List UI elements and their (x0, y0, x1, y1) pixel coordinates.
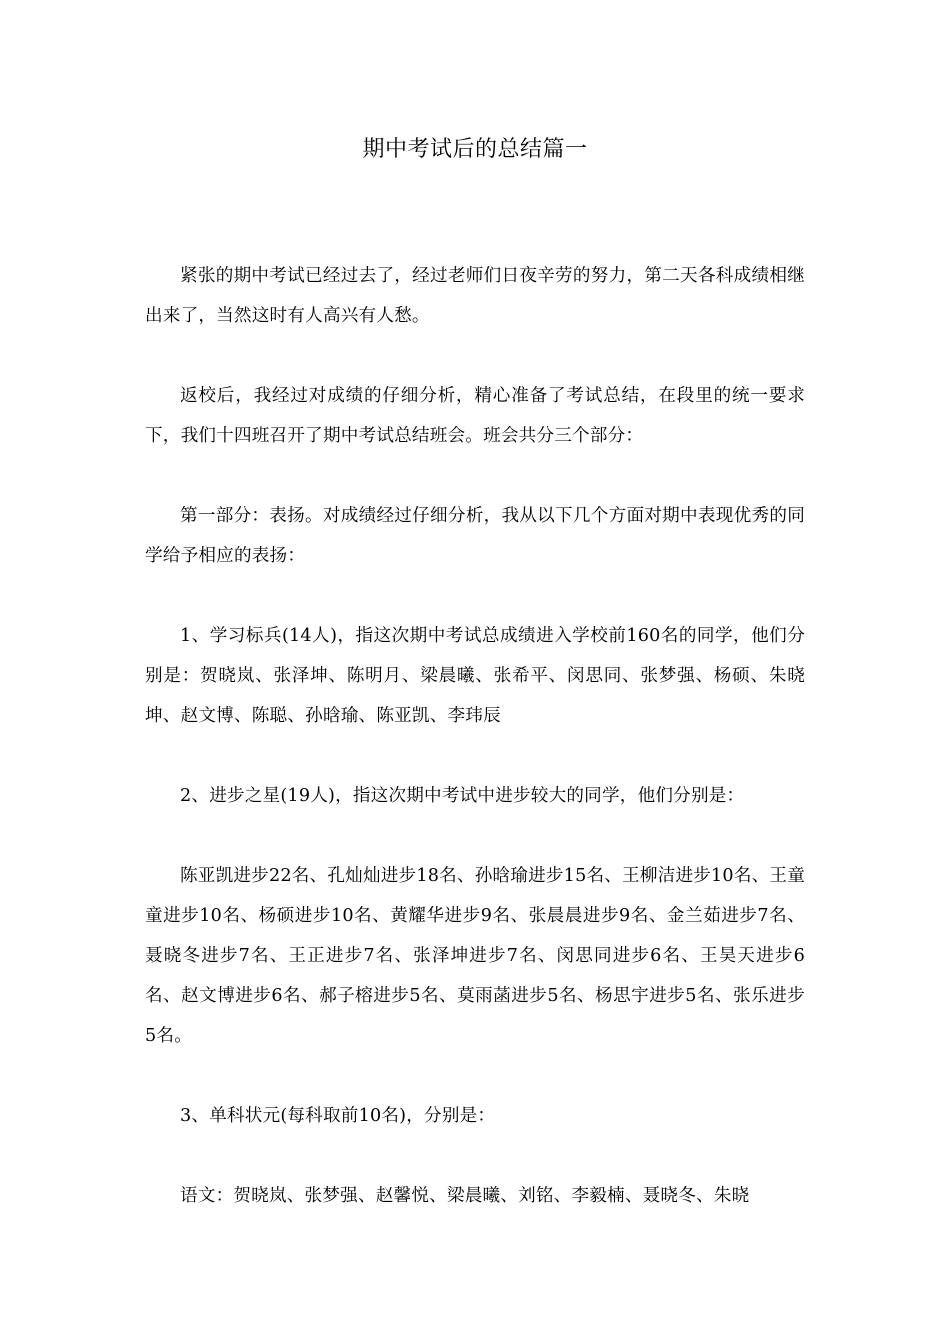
paragraph-study-models: 1、学习标兵(14人)，指这次期中考试总成绩进入学校前160名的同学，他们分别是：贺晓岚、张泽坤、陈明月、梁晨曦、张希平、闵思同、张梦强、杨硕、朱晓坤、赵文博、陈聪、孙晗瑜、陈亚凯、李玮辰 (145, 626, 805, 726)
paragraph-chinese-list: 语文：贺晓岚、张梦强、赵馨悦、梁晨曦、刘铭、李毅楠、聂晓冬、朱晓 (180, 1186, 750, 1206)
paragraph-class-meeting: 返校后，我经过对成绩的仔细分析，精心准备了考试总结，在段里的统一要求下，我们十四班召开了期中考试总结班会。班会共分三个部分： (145, 386, 805, 446)
document-body (145, 256, 805, 1256)
paragraph-subject-champions: 3、单科状元(每科取前10名)，分别是： (180, 1106, 496, 1126)
document-title: 期中考试后的总结篇一 (362, 137, 588, 162)
paragraph-intro: 紧张的期中考试已经过去了，经过老师们日夜辛劳的努力，第二天各科成绩相继出来了，当然这时有人高兴有人愁。 (145, 266, 805, 326)
paragraph-part-one: 第一部分：表扬。对成绩经过仔细分析，我从以下几个方面对期中表现优秀的同学给予相应的表扬： (145, 506, 805, 566)
paragraph-progress-list: 陈亚凯进步22名、孔灿灿进步18名、孙晗瑜进步15名、王柳洁进步10名、王童童进步10名、杨硕进步10名、黄耀华进步9名、张晨晨进步9名、金兰茹进步7名、聂晓冬进步7名、王正进步7名、张泽坤进步7名、闵思同进步6名、王昊天进步6名、赵文博进步6名、郝子榕进步5名、莫雨菡进步5名、杨思宇进步5名、张乐进步5名。 (145, 866, 805, 1046)
paragraph-progress-stars: 2、进步之星(19人)，指这次期中考试中进步较大的同学，他们分别是： (180, 786, 745, 806)
